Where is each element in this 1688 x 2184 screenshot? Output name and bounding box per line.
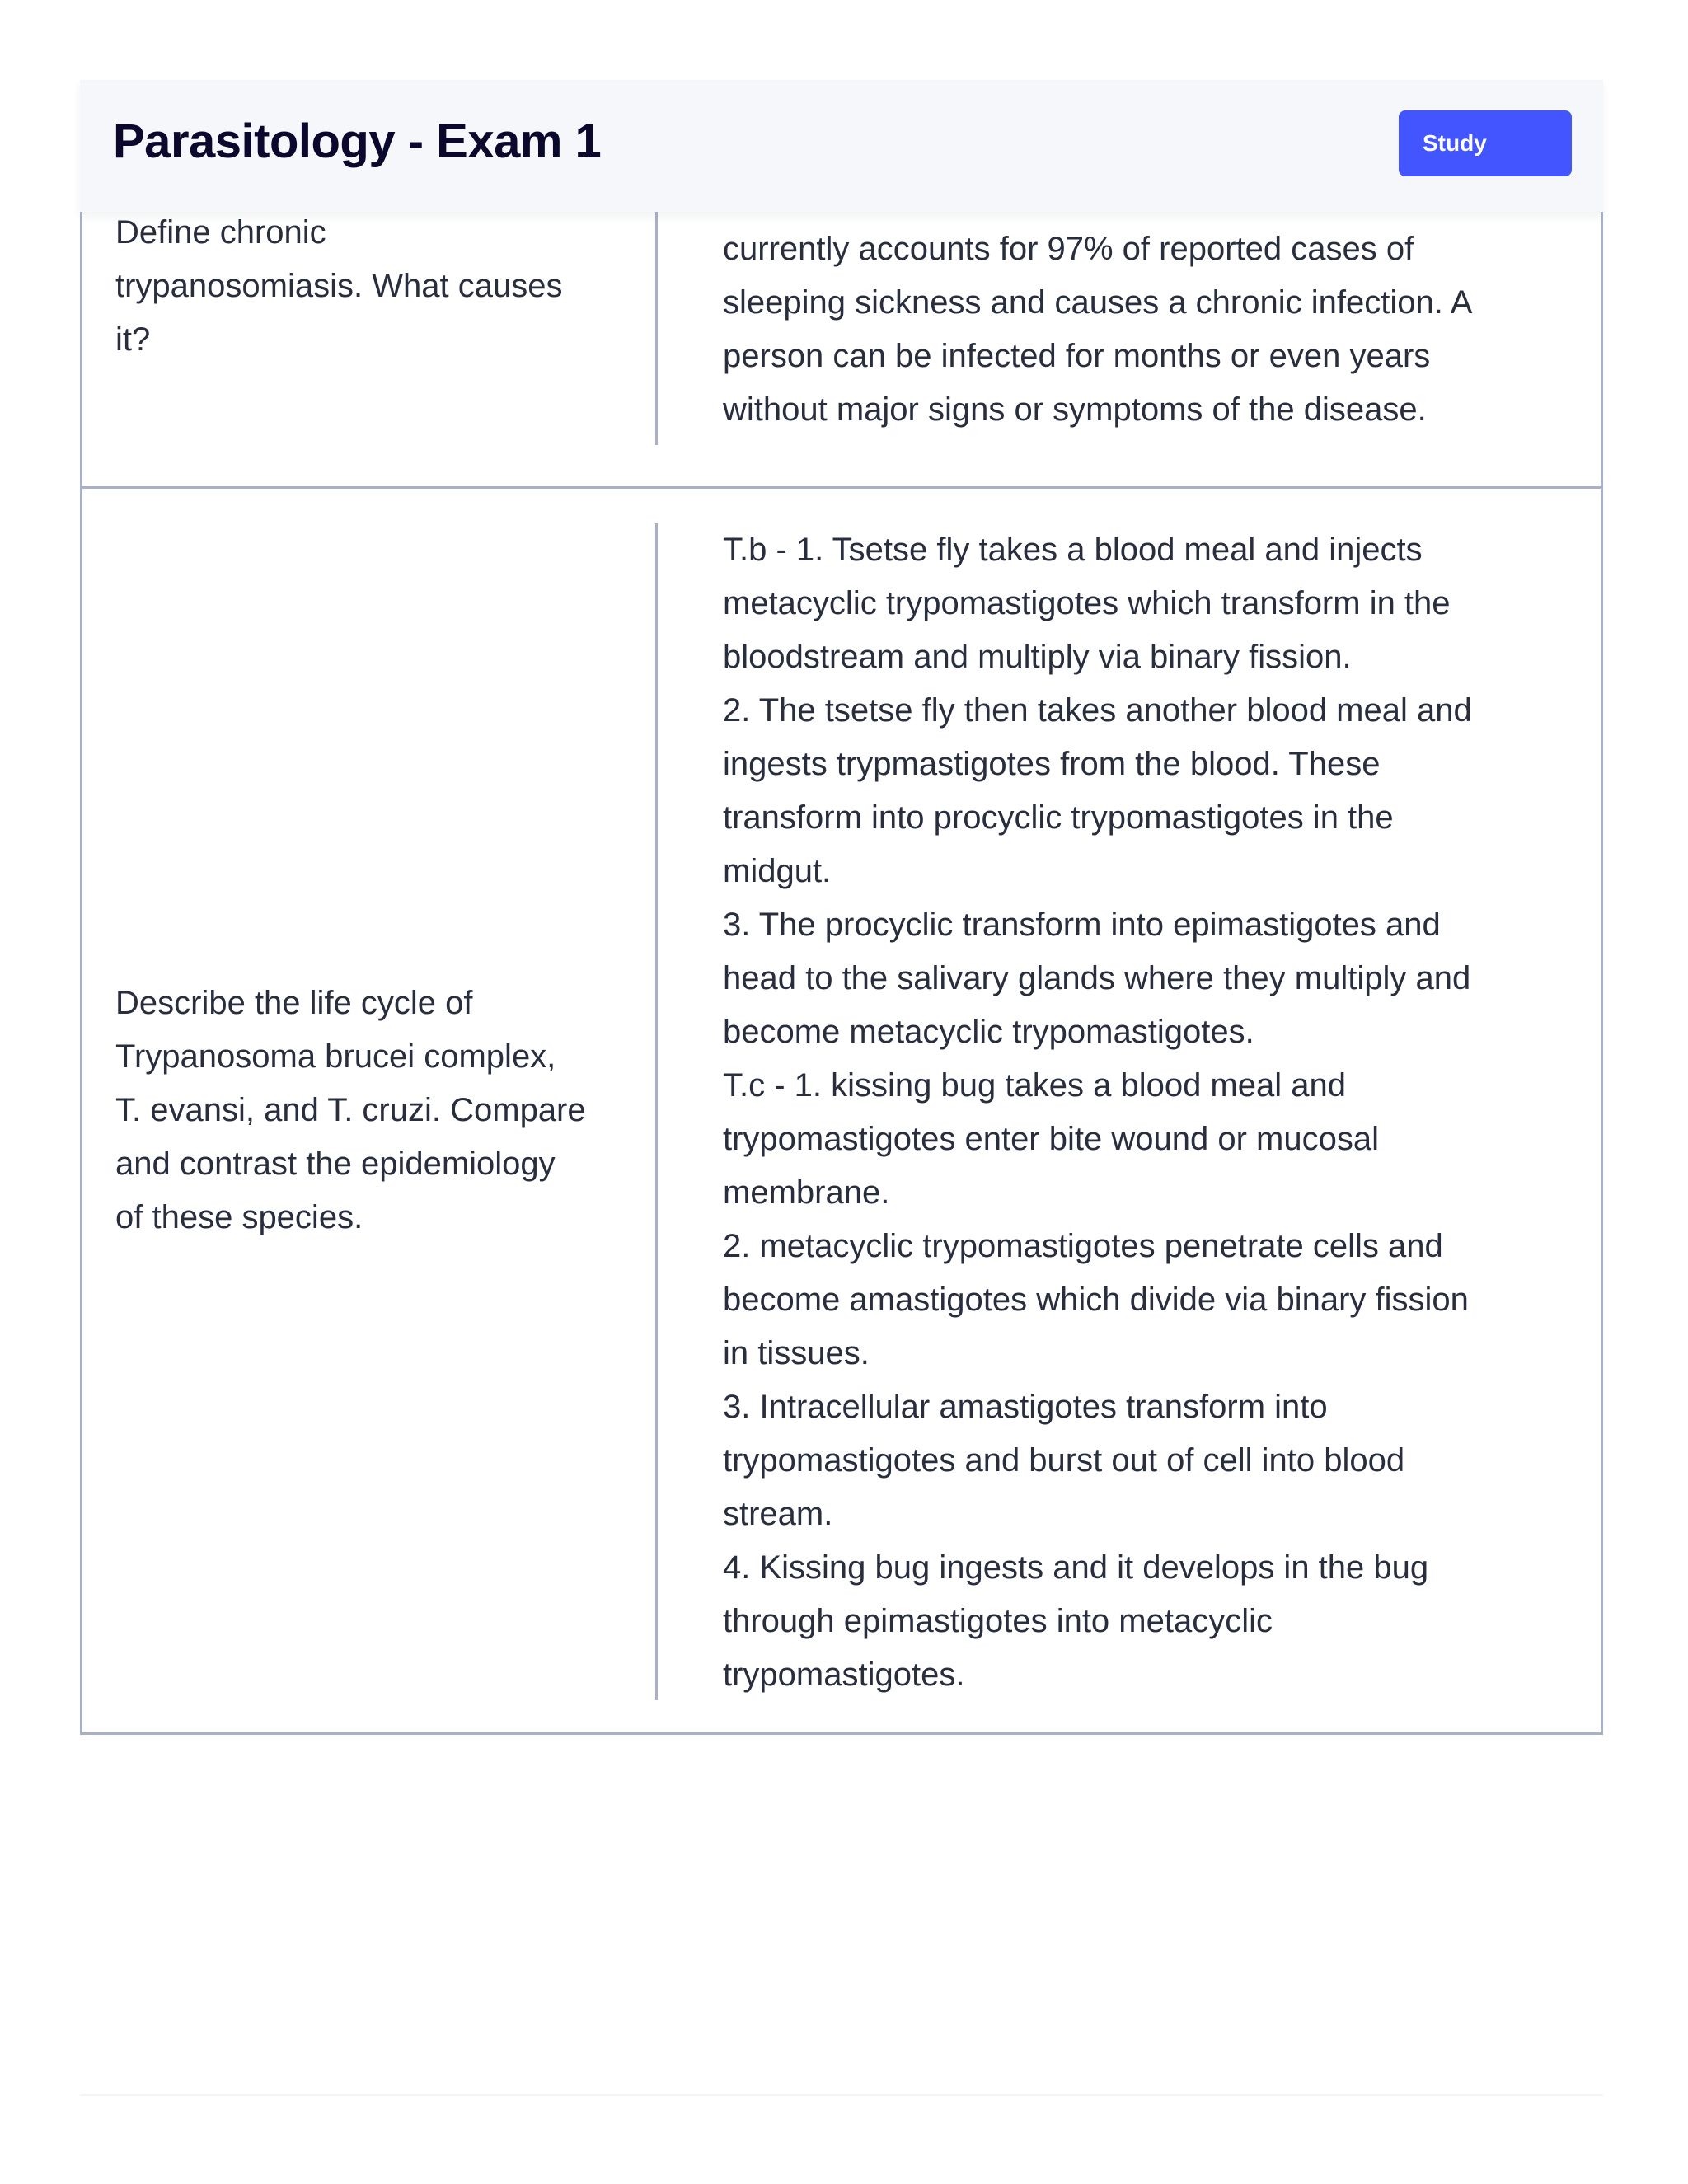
definition-line: transform into procyclic trypomastigotes in the: [723, 799, 1394, 836]
card-divider: [655, 523, 658, 1700]
term-line: and contrast the epidemiology: [115, 1146, 556, 1182]
definition-line: membrane.: [723, 1174, 890, 1211]
term-line: of these species.: [115, 1199, 363, 1235]
definition-line: trypomastigotes and burst out of cell into blood: [723, 1442, 1405, 1479]
definition-line: 3. Intracellular amastigotes transform into: [723, 1389, 1328, 1425]
definition-line: 2. metacyclic trypomastigotes penetrate cells and: [723, 1228, 1443, 1264]
term-line: T. evansi, and T. cruzi. Compare: [115, 1092, 586, 1128]
definition-line: ingests trypmastigotes from the blood. These: [723, 746, 1381, 782]
card-divider: [655, 210, 658, 445]
definition-line: 2. The tsetse fly then takes another blood meal and: [723, 692, 1472, 729]
term-line: Define chronic: [115, 214, 326, 251]
definition-line: in tissues.: [723, 1335, 870, 1371]
definition-line: T.b - 1. Tsetse fly takes a blood meal and injects: [723, 532, 1423, 568]
definition-line: become metacyclic trypomastigotes.: [723, 1014, 1254, 1050]
definition-line: person can be infected for months or even years: [723, 338, 1431, 374]
definition-line: 4. Kissing bug ingests and it develops in the bug: [723, 1549, 1429, 1586]
definition-line: bloodstream and multiply via binary fission.: [723, 639, 1352, 675]
term-line: it?: [115, 321, 151, 358]
definition-line: 3. The procyclic transform into epimastigotes and: [723, 907, 1441, 943]
definition-line: head to the salivary glands where they multiply and: [723, 960, 1471, 996]
flashcard-term: [115, 977, 610, 1244]
flashcard-list: [80, 132, 1603, 1735]
flashcard-definition: [723, 223, 1547, 437]
definition-line: through epimastigotes into metacyclic: [723, 1603, 1273, 1639]
page-header: [80, 80, 1603, 212]
definition-line: without major signs or symptoms of the disease.: [723, 391, 1427, 428]
definition-line: become amastigotes which divide via binary fission: [723, 1282, 1469, 1318]
term-line: Describe the life cycle of: [115, 985, 473, 1021]
definition-line: trypomastigotes.: [723, 1657, 965, 1693]
study-button[interactable]: Study: [1399, 110, 1572, 176]
definition-line: trypomastigotes enter bite wound or mucosal: [723, 1121, 1379, 1157]
definition-line: sleeping sickness and causes a chronic infection. A: [723, 284, 1473, 321]
footer-divider: [80, 2094, 1603, 2096]
term-line: Trypanosoma brucei complex,: [115, 1038, 556, 1075]
definition-line: stream.: [723, 1496, 833, 1532]
definition-line: midgut.: [723, 853, 832, 889]
definition-line: metacyclic trypomastigotes which transform in the: [723, 585, 1451, 621]
flashcard-row: [80, 489, 1603, 1735]
page-title: Parasitology - Exam 1: [113, 115, 602, 168]
term-line: trypanosomiasis. What causes: [115, 268, 563, 304]
definition-line: T.c - 1. kissing bug takes a blood meal and: [723, 1067, 1346, 1104]
flashcard-term: [115, 206, 610, 367]
definition-line: currently accounts for 97% of reported cases of: [723, 231, 1414, 267]
flashcard-definition: [723, 523, 1547, 1702]
